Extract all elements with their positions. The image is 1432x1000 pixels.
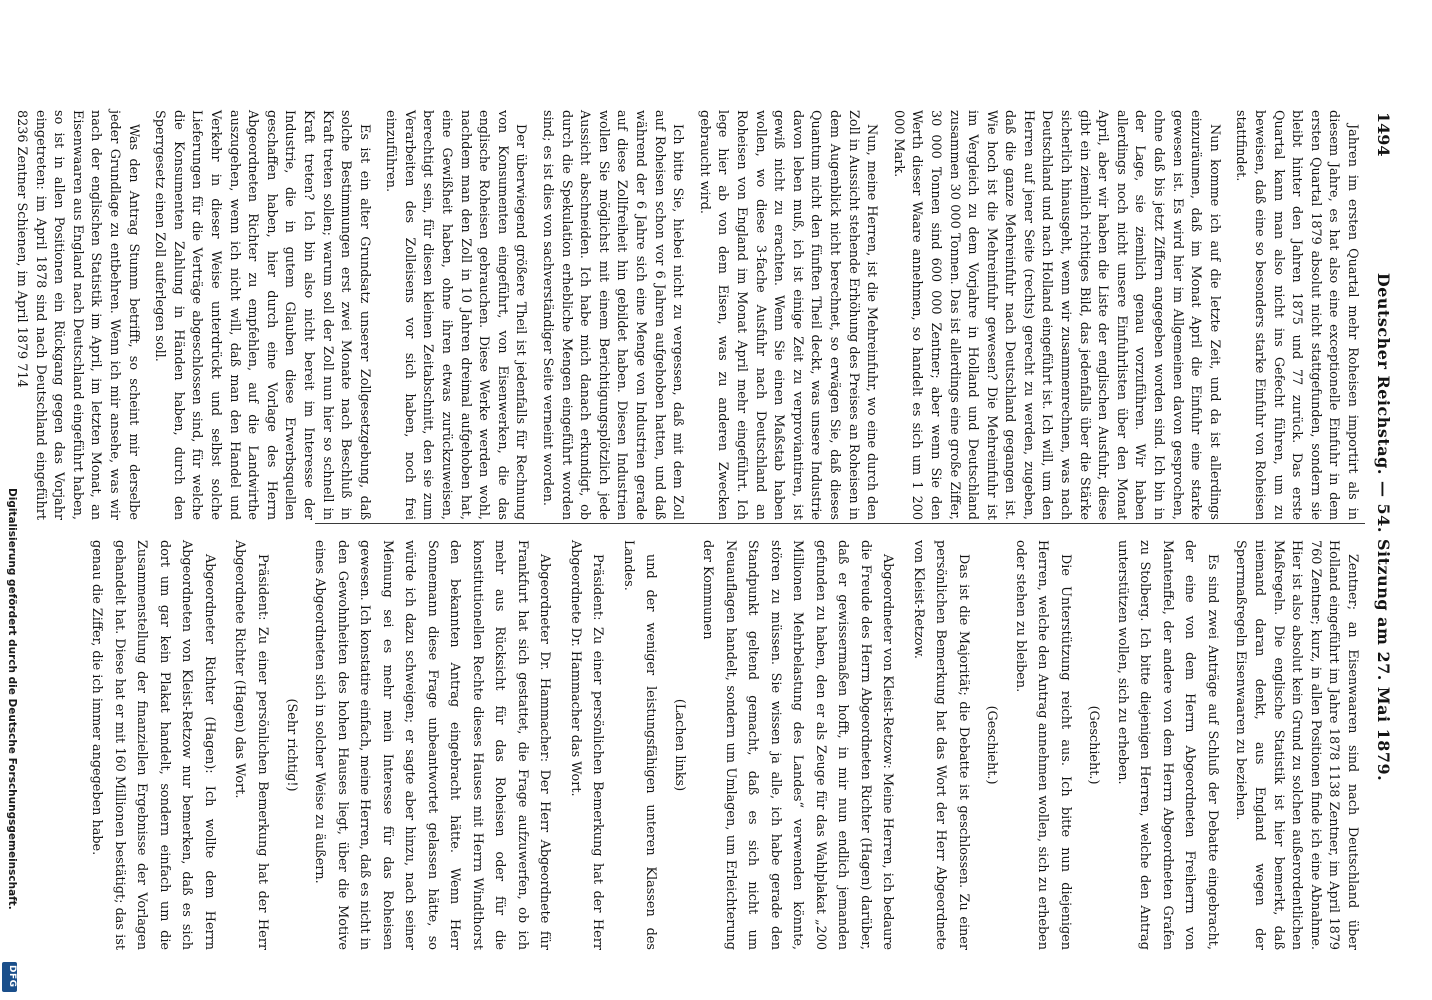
paragraph: Abgeordneter Richter (Hagen): Ich wollte dem Herrn Abgeordneten von Kleist-Retzow nur bemerken, daß es sich dort um gar kein Plakat handelt, sondern einfach um die Zusammenstellung der finanziellen Ergebnisse der Vorlagen gehandelt hat. Diese hat er mit 160 Millionen bestätigt; das ist genau die Ziffer, die ich immer angegeben habe. <box>89 540 217 950</box>
page-title: Deutscher Reichstag. — 54. Sitzung am 27. Mai 1879. <box>1374 272 1393 782</box>
paragraph: Jahren im ersten Quartal mehr Roheisen importirt als in diesem Jahre, es hat also eine exceptionelle Einfuhr in dem ersten Quartal 1879 absolut nicht stattgefunden, sondern sie bleibt hinter den Jahren 1875 und 77 zurück. Das erste Quartal kann man also nicht ins Gefecht führen, um zu beweisen, daß eine so besonders starke Einfuhr von Roheisen stattfindet. <box>1233 110 1360 520</box>
paragraph: Präsident: Zu einer persönlichen Bemerkung hat der Herr Abgeordnete Dr. Hammacher das Wort. <box>567 540 606 950</box>
page-header <box>1371 112 1395 942</box>
paragraph: Die Unterstützung reicht aus. Ich bitte nun diejenigen Herren, welche den Antrag annehmen wollen, sich zu erheben oder stehen zu bleiben. <box>1012 540 1073 950</box>
paragraph: Der überwiegend größere Theil ist jedenfalls für Rechnung von Konsumenten eingeführt, von Eisenwerken, die das englische Roheisen gebrauchen. Diese Werke werden wohl, nachdem man den Zoll in 10 Jahren dreimal aufgehoben hat, eine Gewißheit haben, ohne ihren etwas zurückzuweisen, berechtigt sein, für diesen kleinen Zeitabschnitt, den sie zum Verarbeiten des Zolleisens vor sich haben, noch frei einzuführen. <box>383 110 529 520</box>
paragraph: Zentner; an Eisenwaaren sind nach Deutschland über Holland eingeführt im Jahre 1878 1138 Zentner, im April 1879 760 Zentner; kurz, in allen Positionen finde ich eine Abnahme. Hier ist also absolut kein Grund zu solchen außerordentlichen Maßregeln. Die englische Statistik ist hier bemerkt, daß niemand daran denkt, aus England wegen der Sperrmaßregeln Eisenwaaren zu beziehen. <box>1233 540 1360 950</box>
dfg-logo-icon <box>2 962 17 992</box>
rotated-page-content <box>14 74 1395 974</box>
paragraph: Ich bitte Sie, hiebei nicht zu vergessen, daß mit dem Zoll auf Roheisen schon vor 6 Jahren aufgehoben hatten, und daß während der 6 Jahre sich eine Menge von Industrien gerade auf diese Zollfreiheit hin gebildet haben. Diesen Industrien wollen Sie möglichst mit einem Berichtigungsplötzlich jede Aussicht abschneiden. Ich habe mich danach erkundigt, ob durch die Spekulation erhebliche Mengen eingeführt worden sind; es ist dies von sachverständiger Seite verneint worden. <box>540 110 686 520</box>
paragraph: Was den Antrag Stumm betrifft, so scheint mir derselbe jeder Grundlage zu entbehren. Wenn ich mir ansehe, was wir nach der englischen Statistik im April, im letzten Monat, an Eisenwaaren aus England nach Deutschland eingeführt haben, so ist in allen Positionen ein Rückgang gegen das Vorjahr eingetreten: im April 1878 sind nach Deutschland eingeführt 8236 Zentner Schienen, im April 1879 714 <box>14 110 141 520</box>
paragraph: Abgeordneter Dr. Hammacher: Der Herr Abgeordnete für Frankfurt hat sich gestattet, die Frage aufzuwerfen, ob ich mehr aus Rücksicht für das Roheisen oder für die konstitutionellen Rechte dieses Hauses mit Herrn Windthorst den bekannten Antrag eingebracht hätte. Wenn Herr Sonnemann diese Frage unbeantwortet gelassen hätte, so würde ich dazu schweigen; er sagte aber hinzu, nach seiner Meinung sei es mehr mein Interesse für das Roheisen gewesen. Ich konstatire einfach, meine Herren, daß es nicht in den Gewohnheiten des hohen Hauses liegt, über die Motive eines Abgeordneten sich in solcher Weise zu äußern. <box>312 540 553 950</box>
paragraph: Nun komme ich auf die letzte Zeit, und da ist allerdings einzuräumen, daß im Monat April die Einfuhr eine starke gewesen ist. Es wird hier im Allgemeinen davon gesprochen, ohne daß bis jetzt Ziffern angegeben worden sind. Ich bin in der Lage, sie ziemlich genau vorzuführen. Wir haben allerdings noch nicht unsere Einfuhrlisten über den Monat April, aber wir haben die Liste der englischen Ausfuhr, diese gibt ein ziemlich richtiges Bild, das jedenfalls über die Stärke sicherlich hinausgeht, wenn wir zusammenrechnen, was nach Deutschland und nach Holland eingeführt ist. Ich will, um den Herren auf jener Seite (rechts) gerecht zu werden, zugeben, daß die ganze Mehreinfuhr nach Deutschland gegangen ist. Wie hoch ist die Mehreinfuhr gewesen? Die Mehreinfuhr ist im Vergleich zu dem Vorjahre in Holland und Deutschland zusammen 30 000 Tonnen. Das ist allerdings eine große Ziffer, 30 000 Tonnen sind 600 000 Zentner; aber wenn Sie den Werth dieser Waare annehmen, so handelt es sich um 1 200 000 Mark. <box>890 110 1222 520</box>
left-column <box>3 110 1361 520</box>
stage-direction: (Lachen links) <box>671 698 687 792</box>
stage-direction: (Geschieht.) <box>1086 705 1102 785</box>
paragraph: Nun, meine Herren, ist die Mehreinfuhr, wo eine durch den Zoll in Aussicht stehende Erhöhung des Preises an Roheisen in dem Augenblick nicht berechnet, so erwägen Sie, daß dieses Quantum nicht den fünften Theil deckt, was unsere Industrie davon leben muß, ich ist einige Zeit zu verproviantiren, ist gewiß nicht zu erachten. Wenn Sie einen Maßstab haben wollen, wo diese 3-fache Ausfuhr nach Deutschland an Roheisen von England im Monat April mehr eingeführt. Ich lege hier ab von dem Eisen, was zu anderen Zwecken gebraucht wird. <box>696 110 880 520</box>
paragraph: Das ist die Majorität; die Debatte ist geschlossen. Zu einer persönlichen Bemerkung hat das Wort der Herr Abgeordnete von Kleist-Retzow. <box>910 540 971 950</box>
paragraph: Abgeordneter von Kleist-Retzow: Meine Herren, ich bedaure die Freude des Herrn Abgeordneten Richter (Hagen) darüber, daß er gewissermaßen hofft, in mir nun endlich jemanden gefunden zu haben, den er als Zeuge für das Wahlplakat „200 Millionen Mehrbelastung des Landes“ verwenden könnte, stören zu müssen. Sie wissen ja alle, ich habe gerade den Standpunkt geltend gemacht, daß es sich nicht um Neuauflagen handelt, sondern um Umlagen, um Erleichterung der Kommunen <box>700 540 896 950</box>
stage-direction: (Geschieht.) <box>984 705 1000 785</box>
digitization-note-text: Digitalisierung gefördert durch die Deutsche Forschungsgemeinschaft. <box>6 488 18 910</box>
dfg-logo-text: DFG <box>7 965 17 988</box>
paragraph: Präsident: Zu einer persönlichen Bemerkung hat der Herr Abgeordnete Richter (Hagen) das Wort. <box>232 540 270 950</box>
stage-direction: (Sehr richtig!) <box>283 698 299 792</box>
column-divider <box>315 523 1365 524</box>
digitization-note <box>0 480 20 1000</box>
right-column <box>77 540 1361 950</box>
paragraph: Es sind zwei Anträge auf Schluß der Debatte eingebracht, der eine von dem Herrn Abgeordneten Freiherrn von Mantenffel, der andere von dem Herrn Abgeordneten Grafen zu Stolberg. Ich bitte diejenigen Herren, welche den Antrag unterstützen wollen, sich zu erheben. <box>1114 540 1220 950</box>
paragraph: Es ist ein alter Grundsatz unserer Zollgesetzgebung, daß solche Bestimmungen erst zwei Monate nach Beschluß in Kraft treten sollen; warum soll der Zoll nun hier so schnell in Kraft treten? Ich bin also nicht bereit im Interesse der Industrie, die in gutem Glauben diese Erwerbsquellen geschaffen haben, hier durch eine Vorlage des Herrn Abgeordneten Richter zu empfehlen, auf die Landwirthe auszugehen, wenn ich nicht will, daß man den Handel und Verkehr in dieser Weise unterdrückt und selbst solche Lieferungen für die Verträge abgeschlossen sind, für welche die Konsumenten Zahlung in Händen haben, durch den Sperrgesetz einen Zoll auferlegen soll. <box>152 110 372 520</box>
page-number: 1494 <box>1374 112 1393 157</box>
paragraph: und der weniger leistungsfähigen unteren Klassen des Landes. <box>620 540 659 950</box>
